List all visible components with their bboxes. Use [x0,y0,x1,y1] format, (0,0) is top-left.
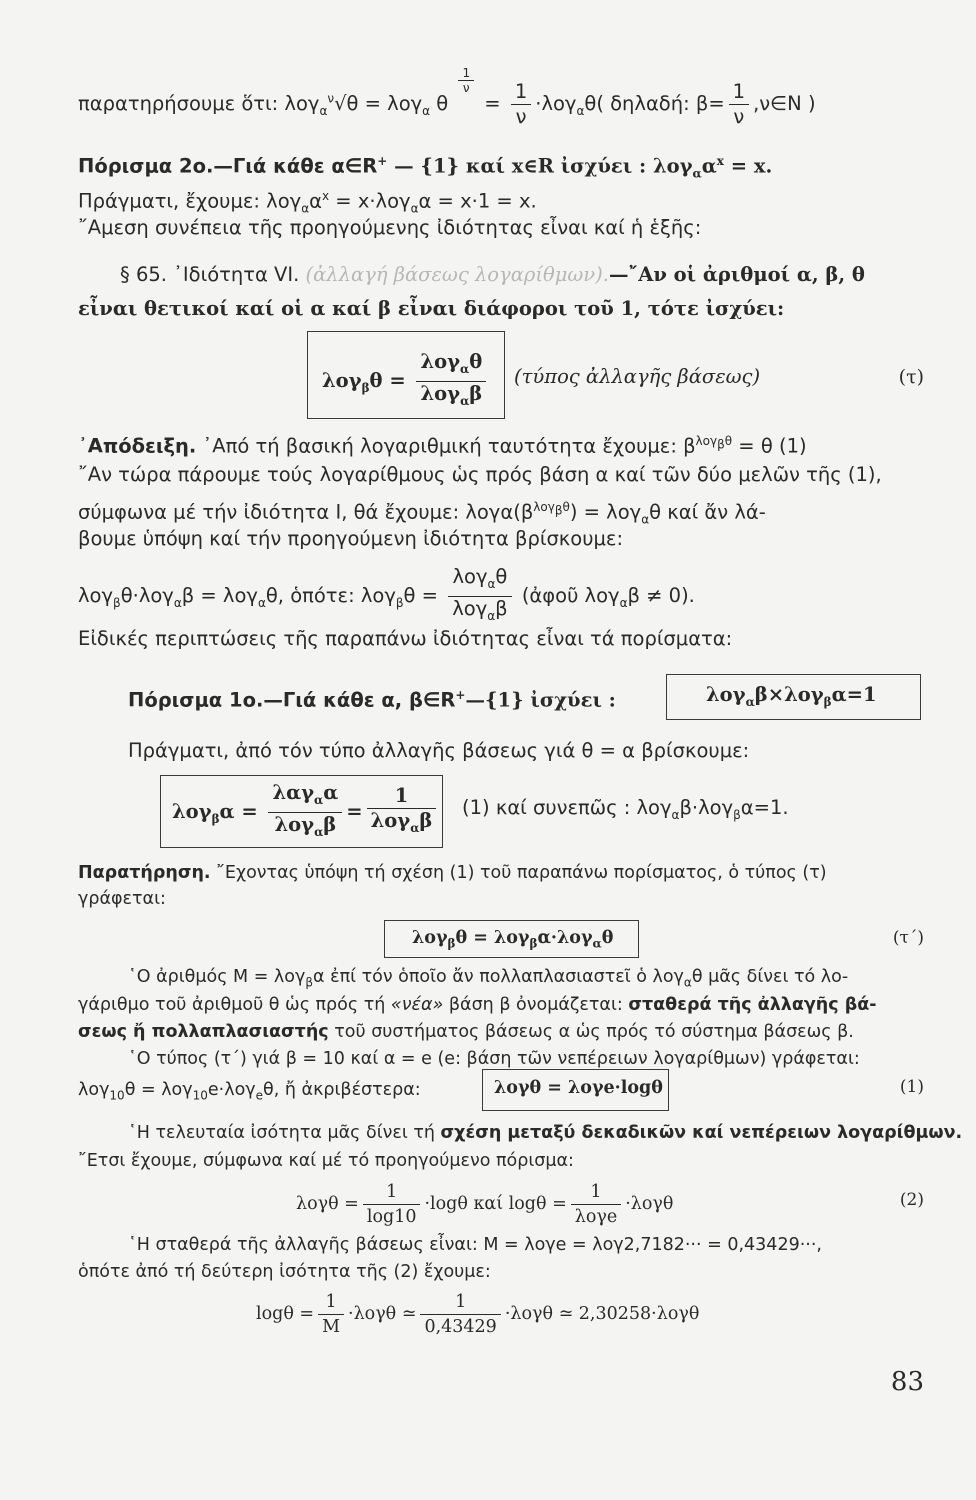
equation-tag: (τ΄) [892,928,924,948]
formula-tau: λογ$_\beta$θ = $\frac{\lambda o\gamma_\alpha\theta}{\lambda o\gamma_\alpha\beta}$ [322,350,490,413]
equation-tag: (2) [899,1190,924,1210]
equation-tag: (1) [899,1077,924,1097]
section-subtitle: (ἀλλαγή βάσεως λογαρίθμων). [305,263,609,286]
fraction: $\frac{1}{\nu}$ [729,80,749,129]
corollary-2: Πόρισμα 2ο.—Γιά κάθε α∈R+ — {1} καί x∈R ἰσχύει : $\lambda o\gamma_\alpha\alpha^x = x$. [78,154,773,181]
sub: α [319,103,328,118]
m-line-2: γάριθμο τοῦ ἀριθμοῦ θ ὡς πρός τή «νέα» βάση β ὀνομάζεται: σταθερά τῆς ἀλλαγῆς βά- [78,995,877,1015]
text: παρατηρήσουμε ὅτι: [78,92,279,115]
text: α = x·1 = x. [418,189,537,213]
sub: α [410,201,419,216]
text: —῎Αν οἱ ἀριθμοί α, β, θ [608,263,865,286]
text: — {1} καί x∈R ἰσχύει : λογ [387,154,693,178]
section-65-heading [120,262,924,288]
proof-line-3: σύμφωνα μέ τήν ἰδιότητα I, θά ἔχουμε: $\lambda o\gamma\alpha(\beta^{\lambda o\gamma_\beta\theta}) = \lambda o\gamma_\alpha\theta$ καί ἄν λά- [78,500,766,527]
c-line-1: ῾Η σταθερά τῆς ἀλλαγῆς βάσεως εἶναι: Μ = λογe = λογ2,7182··· = 0,43429···, [128,1235,822,1255]
section-number: § 65. [120,263,167,286]
p1-after: (1) καί συνεπῶς : λογ$_\alpha$β·λογ$_\beta$α=1. [462,796,789,822]
proof-line-2: ῎Αν τώρα πάρουμε τούς λογαρίθμους ὡς πρός βάση α καί τῶν δύο μελῶν τῆς (1), [78,463,882,486]
text: ,ν∈N ) [753,92,816,115]
text: = x·λογ [329,189,411,213]
m-line-1: ῾Ο ἀριθμός Μ = λογ$_\beta$α ἐπί τόν ὁποῖο ἄν πολλαπλασιαστεῖ ὁ λογ$_\alpha$θ μᾶς δίνει τό λο- [128,967,849,990]
formula-note: (τύπος ἀλλαγῆς βάσεως) [514,365,761,388]
sub: α [301,201,310,216]
text: √θ = λογ [334,92,423,115]
observation-line-1: Παρατήρηση. ῎Εχοντας ὑπόψη τή σχέση (1) τοῦ παραπάνω πορίσματος, ὁ τύπος (τ) [78,863,827,883]
text: = x. [723,154,773,178]
last-line-2: ῎Ετσι ἔχουμε, σύμφωνα καί μέ τό προηγούμενο πόρισμα: [78,1151,574,1171]
corollary-1: Πόρισμα 1ο.—Γιά κάθε α, β∈R+—{1} ἰσχύει : [128,688,616,712]
text: θ( δηλαδή: β= [584,92,725,115]
sup: x [321,189,330,203]
observation-formula: λογ$_\beta$θ = λογ$_\beta$α·λογ$_\alpha$θ [412,928,614,951]
heading: Πόρισμα 2ο.—Γιά κάθε α∈R [78,154,378,178]
m-line-3: σεως ἤ πολλαπλασιαστής τοῦ συστήματος βάσεως α ὡς πρός τό σύστημα βάσεως β. [78,1022,854,1042]
proof-heading: ᾿Απόδειξη. [78,434,197,458]
section-title: ᾿Ιδιότητα VI. [173,263,300,286]
last-line-1: ῾Η τελευταία ἰσότητα μᾶς δίνει τή σχέση μεταξύ δεκαδικῶν καί νεπέρειων λογαρίθμων. [128,1123,963,1143]
fraction: $\frac{\lambda o\gamma_\alpha\theta}{\lambda o\gamma_\alpha\beta}$ [448,565,511,628]
equation-tag: (τ) [898,366,924,388]
line-1: παρατηρήσουμε ὅτι: λογ$_\alpha^\nu$√θ = λογ$_\alpha$ θ $\frac{1}{\nu}$ = $\frac{1}{\nu}$ ·λογ$_\alpha$θ( δηλαδή: β= $\frac{1}{\nu}$ ,ν∈N ) [78,66,816,128]
corollary-1-formula: λογ$_\alpha$β×λογ$_\beta$α=1 [706,683,877,709]
text: θ [436,92,449,115]
page-number: 83 [890,1367,924,1397]
formula-3: logθ = $\frac{1}{M}$ ·λογθ ≃ $\frac{1}{0,43429}$ ·λογθ ≃ 2,30258·λογθ [256,1292,700,1337]
sup: + [377,154,388,168]
line-4: ῎Αμεση συνέπεια τῆς προηγούμενης ἰδιότητας εἶναι καί ἡ ἑξῆς: [78,216,702,239]
t-line-2: λογ$_{10}$θ = λογ$_{10}$e·λογ$_e$θ, ἤ ἀκριβέστερα: [78,1080,421,1103]
proof-line-4: βουμε ὑπόψη καί τήν προηγούμενη ἰδιότητα βρίσκουμε: [78,527,624,550]
fraction: $\frac{1}{\nu}$ [511,80,531,129]
c-line-2: ὁπότε ἀπό τή δεύτερη ἰσότητα τῆς (2) ἔχουμε: [78,1262,491,1282]
p1-formula: λογ$_\beta$α = $\frac{\lambda\alpha\gamma_\alpha\alpha}{\lambda o\gamma_\alpha\beta}$ = $\frac{1}{\lambda o\gamma_\alpha\beta}$ [172,781,440,844]
line-3: Πράγματι, ἔχουμε: $\lambda o\gamma_\alpha\alpha^x = x\cdot\lambda o\gamma_\alpha\alpha = x\cdot 1 = x$. [78,189,537,216]
observation-heading: Παρατήρηση. [78,863,211,883]
text: ·λογ [535,92,577,115]
sup: x [716,154,724,168]
sub: α [692,166,702,181]
t-line-1: ῾Ο τύπος (τ΄) γιά β = 10 καί α = e (e: βάση τῶν νεπέρειων λογαρίθμων) γράφεται: [128,1049,860,1069]
text: Πράγματι, ἔχουμε: λογ [78,189,302,213]
special-cases: Εἰδικές περιπτώσεις τῆς παραπάνω ἰδιότητας εἶναι τά πορίσματα: [78,627,733,650]
fraction: $\frac{\lambda o\gamma_\alpha\theta}{\lambda o\gamma_\alpha\beta}$ [416,350,486,413]
sub: α [576,103,585,118]
root-index: ν [327,91,335,106]
line-6: εἶναι θετικοί καί οἱ α καί β εἶναι διάφοροι τοῦ 1, τότε ἰσχύει: [78,297,785,320]
formula-2: λογθ = $\frac{1}{\log 10}$ ·logθ καί logθ = $\frac{1}{\text{λογe}}$ ·λογθ [296,1182,674,1227]
t-formula: λογθ = λογe·logθ [494,1078,663,1098]
proof-line-5: λογ$_\beta$θ·λογ$_\alpha$β = λογ$_\alpha$θ, ὁπότε: λογ$_\beta$θ = $\frac{\lambda o\gamma_\alpha\theta}{\lambda o\gamma_\alpha\beta}$ (ἀφοῦ λογ$_\alpha$β ≠ 0). [78,565,924,628]
proof-line-1: ᾿Απόδειξη. ᾿Από τή βασική λογαριθμική ταυτότητα ἔχουμε: $\beta^{\lambda o\gamma_\beta\theta} = \theta$ (1) [78,434,807,458]
sub: α [422,103,431,118]
exponent-fraction: $\frac{1}{\nu}$ [458,66,474,95]
p1-line: Πράγματι, ἀπό τόν τύπο ἀλλαγῆς βάσεως γιά θ = α βρίσκουμε: [128,739,750,762]
observation-line-2: γράφεται: [78,889,166,909]
text: λογ [284,92,320,115]
